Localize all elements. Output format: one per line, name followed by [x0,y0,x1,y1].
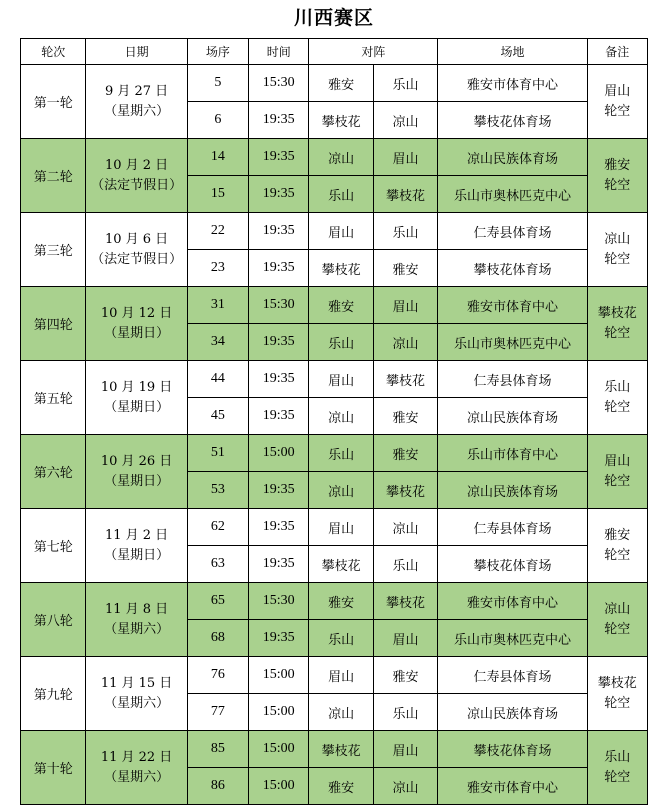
header-venue: 场地 [438,39,587,65]
round-cell [21,583,86,657]
away-team-cell: 眉山 [373,731,437,768]
match-no-cell: 63 [187,546,248,583]
time-cell: 19:35 [249,250,309,287]
schedule-table [20,38,648,805]
header-date: 日期 [86,39,187,65]
time-cell: 19:35 [249,213,309,250]
bye-team: 凉山 [604,601,631,617]
bye-label: 轮空 [604,177,631,193]
date-line: 10 月 12 日 [100,305,173,321]
date-cell [86,139,187,213]
round-cell [21,361,86,435]
match-no-cell: 45 [187,398,248,435]
round-label: 第五轮 [33,392,73,407]
venue-cell: 攀枝花体育场 [438,546,587,583]
note-cell [587,361,647,435]
header-round: 轮次 [21,39,86,65]
note-cell [587,139,647,213]
away-team-cell: 雅安 [373,435,437,472]
home-team-cell: 乐山 [309,324,373,361]
home-team-cell: 眉山 [309,361,373,398]
home-team-cell: 眉山 [309,657,373,694]
venue-cell: 凉山民族体育场 [438,472,587,509]
note-cell [587,583,647,657]
home-team-cell: 眉山 [309,509,373,546]
match-no-cell: 5 [187,65,248,102]
venue-cell: 凉山民族体育场 [438,694,587,731]
date-cell [86,731,187,805]
away-team-cell: 眉山 [373,287,437,324]
time-cell: 19:35 [249,509,309,546]
date-line: 10 月 6 日 [104,231,169,247]
weekday-line: （星期日） [104,547,170,563]
weekday-line: （星期六） [104,695,170,711]
note-cell [587,509,647,583]
date-line: 11 月 2 日 [104,527,169,543]
home-team-cell: 眉山 [309,213,373,250]
time-cell: 19:35 [249,176,309,213]
date-cell [86,287,187,361]
round-label: 第十轮 [33,762,73,777]
round-label: 第九轮 [33,688,73,703]
bye-label: 轮空 [604,325,631,341]
date-line: 10 月 26 日 [100,453,173,469]
venue-cell: 仁寿县体育场 [438,657,587,694]
away-team-cell: 攀枝花 [373,361,437,398]
round-label: 第一轮 [33,96,73,111]
venue-cell: 雅安市体育中心 [438,287,587,324]
bye-team: 凉山 [604,231,631,247]
match-no-cell: 85 [187,731,248,768]
round-label: 第三轮 [33,244,73,259]
bye-label: 轮空 [604,251,631,267]
match-no-cell: 15 [187,176,248,213]
header-note: 备注 [587,39,647,65]
bye-label: 轮空 [604,621,631,637]
schedule-body [21,65,648,805]
venue-cell: 凉山民族体育场 [438,398,587,435]
weekday-line: （星期日） [104,399,170,415]
home-team-cell: 凉山 [309,398,373,435]
match-no-cell: 62 [187,509,248,546]
home-team-cell: 乐山 [309,620,373,657]
away-team-cell: 凉山 [373,324,437,361]
match-no-cell: 77 [187,694,248,731]
date-cell [86,657,187,731]
round-cell [21,287,86,361]
match-no-cell: 51 [187,435,248,472]
venue-cell: 乐山市奥林匹克中心 [438,176,587,213]
table-row [21,731,648,768]
match-no-cell: 14 [187,139,248,176]
time-cell: 19:35 [249,324,309,361]
table-row [21,657,648,694]
away-team-cell: 乐山 [373,65,437,102]
venue-cell: 雅安市体育中心 [438,768,587,805]
page-title: 川西赛区 [293,7,374,29]
note-cell [587,287,647,361]
venue-cell: 乐山市奥林匹克中心 [438,620,587,657]
bye-team: 雅安 [604,527,631,543]
time-cell: 19:35 [249,139,309,176]
away-team-cell: 雅安 [373,657,437,694]
round-cell [21,657,86,731]
bye-team: 攀枝花 [597,305,637,321]
home-team-cell: 凉山 [309,139,373,176]
header-matchup: 对阵 [309,39,438,65]
away-team-cell: 攀枝花 [373,583,437,620]
bye-team: 雅安 [604,157,631,173]
away-team-cell: 雅安 [373,250,437,287]
round-label: 第八轮 [33,614,73,629]
bye-team: 攀枝花 [597,675,637,691]
home-team-cell: 攀枝花 [309,546,373,583]
date-line: 11 月 22 日 [100,749,173,765]
bye-label: 轮空 [604,103,631,119]
venue-cell: 攀枝花体育场 [438,102,587,139]
table-row [21,213,648,250]
match-no-cell: 44 [187,361,248,398]
date-cell [86,435,187,509]
date-cell [86,583,187,657]
table-row [21,361,648,398]
date-cell [86,213,187,287]
round-cell [21,731,86,805]
away-team-cell: 雅安 [373,398,437,435]
round-label: 第六轮 [33,466,73,481]
time-cell: 15:30 [249,287,309,324]
match-no-cell: 31 [187,287,248,324]
venue-cell: 仁寿县体育场 [438,509,587,546]
round-cell [21,213,86,287]
away-team-cell: 攀枝花 [373,176,437,213]
venue-cell: 仁寿县体育场 [438,361,587,398]
away-team-cell: 眉山 [373,139,437,176]
note-cell [587,435,647,509]
date-cell [86,509,187,583]
away-team-cell: 凉山 [373,509,437,546]
note-cell [587,731,647,805]
weekday-line: （星期六） [104,103,170,119]
weekday-line: （星期日） [104,325,170,341]
date-cell [86,361,187,435]
date-line: 9 月 27 日 [104,83,169,99]
venue-cell: 乐山市体育中心 [438,435,587,472]
away-team-cell: 乐山 [373,694,437,731]
match-no-cell: 23 [187,250,248,287]
weekday-line: （法定节假日） [91,251,183,267]
match-no-cell: 86 [187,768,248,805]
home-team-cell: 雅安 [309,287,373,324]
time-cell: 19:35 [249,620,309,657]
weekday-line: （星期六） [104,621,170,637]
match-no-cell: 53 [187,472,248,509]
bye-label: 轮空 [604,769,631,785]
table-row [21,509,648,546]
home-team-cell: 乐山 [309,435,373,472]
note-cell [587,213,647,287]
match-no-cell: 68 [187,620,248,657]
home-team-cell: 雅安 [309,583,373,620]
match-no-cell: 34 [187,324,248,361]
date-line: 11 月 15 日 [100,675,173,691]
date-line: 11 月 8 日 [104,601,169,617]
home-team-cell: 攀枝花 [309,731,373,768]
round-cell [21,509,86,583]
weekday-line: （星期六） [104,769,170,785]
time-cell: 19:35 [249,546,309,583]
header-row [21,39,648,65]
header-match-no: 场序 [187,39,248,65]
date-cell [86,65,187,139]
bye-team: 乐山 [604,379,631,395]
time-cell: 15:00 [249,657,309,694]
round-label: 第二轮 [33,170,73,185]
time-cell: 15:00 [249,768,309,805]
bye-team: 眉山 [604,83,631,99]
venue-cell: 凉山民族体育场 [438,139,587,176]
table-row [21,583,648,620]
home-team-cell: 攀枝花 [309,250,373,287]
round-cell [21,435,86,509]
home-team-cell: 凉山 [309,472,373,509]
time-cell: 15:00 [249,731,309,768]
away-team-cell: 凉山 [373,768,437,805]
date-line: 10 月 19 日 [100,379,173,395]
away-team-cell: 攀枝花 [373,472,437,509]
time-cell: 15:30 [249,65,309,102]
time-cell: 19:35 [249,361,309,398]
match-no-cell: 6 [187,102,248,139]
match-no-cell: 22 [187,213,248,250]
round-cell [21,65,86,139]
time-cell: 19:35 [249,102,309,139]
time-cell: 19:35 [249,398,309,435]
bye-label: 轮空 [604,399,631,415]
table-row [21,65,648,102]
note-cell [587,657,647,731]
venue-cell: 仁寿县体育场 [438,213,587,250]
round-cell [21,139,86,213]
date-line: 10 月 2 日 [104,157,169,173]
round-label: 第四轮 [33,318,73,333]
venue-cell: 攀枝花体育场 [438,250,587,287]
time-cell: 15:30 [249,583,309,620]
venue-cell: 雅安市体育中心 [438,583,587,620]
home-team-cell: 雅安 [309,768,373,805]
match-no-cell: 65 [187,583,248,620]
bye-label: 轮空 [604,695,631,711]
away-team-cell: 乐山 [373,546,437,583]
match-no-cell: 76 [187,657,248,694]
table-row [21,287,648,324]
bye-label: 轮空 [604,473,631,489]
note-cell [587,65,647,139]
away-team-cell: 乐山 [373,213,437,250]
weekday-line: （星期日） [104,473,170,489]
away-team-cell: 眉山 [373,620,437,657]
bye-label: 轮空 [604,547,631,563]
venue-cell: 攀枝花体育场 [438,731,587,768]
weekday-line: （法定节假日） [91,177,183,193]
time-cell: 15:00 [249,694,309,731]
away-team-cell: 凉山 [373,102,437,139]
home-team-cell: 凉山 [309,694,373,731]
home-team-cell: 乐山 [309,176,373,213]
bye-team: 眉山 [604,453,631,469]
bye-team: 乐山 [604,749,631,765]
time-cell: 19:35 [249,472,309,509]
home-team-cell: 雅安 [309,65,373,102]
time-cell: 15:00 [249,435,309,472]
home-team-cell: 攀枝花 [309,102,373,139]
header-time: 时间 [249,39,309,65]
table-row [21,435,648,472]
round-label: 第七轮 [33,540,73,555]
venue-cell: 乐山市奥林匹克中心 [438,324,587,361]
table-row [21,139,648,176]
venue-cell: 雅安市体育中心 [438,65,587,102]
